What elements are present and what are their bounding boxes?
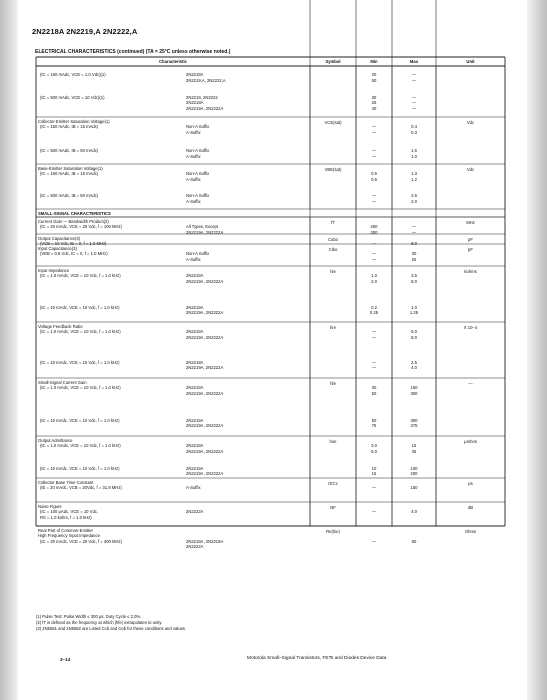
test-condition: (IC = 150 mAdc, IB = 15 mAdc) [40, 171, 99, 177]
test-condition: (IC = 100 μAdc, VCE = 10 Vdc, [40, 509, 99, 515]
min-value: 50 [371, 417, 377, 423]
device-type: A-Suffix [186, 129, 201, 135]
test-condition: (IC = 500 mAdc, VCE = 10 Vdc)(1) [40, 94, 105, 100]
max-value: 150 [410, 485, 418, 491]
test-condition: (IC = 10 mAdc, VCE = 10 Vdc, f = 1.0 kHz) [40, 359, 120, 365]
characteristic-name: Real Part of Common-Emitter [38, 528, 93, 533]
min-value: 250 [370, 224, 378, 230]
characteristic-name: High Frequency Input Impedance [38, 533, 100, 539]
symbol: rb′Cc [328, 481, 338, 486]
unit: μmhos [464, 439, 477, 444]
max-value: 300 [410, 390, 418, 396]
test-condition: (IC = 1.0 mAdc, VCE = 10 Vdc, f = 1.0 kHz) [40, 329, 121, 335]
test-condition: (IC = 1.0 mAdc, VCE = 10 Vdc, f = 1.0 kHz) [40, 385, 121, 391]
min-value: 75 [371, 423, 377, 428]
characteristic-name: Current Gain — Bandwidth Product(2) [38, 219, 109, 224]
footnote: (2) fT is defined as the frequency at which |hfe| extrapolates to unity. [36, 620, 163, 625]
max-value: 60 [411, 538, 417, 544]
max-value: 0.3 [411, 129, 417, 135]
min-value: 15 [371, 471, 377, 476]
max-value: 8.0 [411, 278, 417, 284]
min-value: 5.0 [371, 448, 377, 454]
min-value: — [371, 124, 377, 130]
test-condition: (IC = 1.0 mAdc, VCE = 10 Vdc, f = 1.0 kHz) [40, 443, 121, 449]
min-value: 2.0 [371, 278, 377, 284]
max-value: 150 [410, 385, 418, 391]
device-type: 2N2219A, 2N2222A [186, 365, 224, 370]
unit-header: Unit [466, 59, 475, 64]
device-type: 2N2218A [186, 443, 204, 449]
section-heading: SMALL-SIGNAL CHARACTERISTICS [38, 210, 111, 216]
max-value: 300 [410, 417, 418, 423]
max-value: 1.2 [411, 176, 417, 182]
test-condition: (IC = 1.0 mAdc, VCE = 10 Vdc, f = 1.0 kHz) [40, 273, 121, 279]
device-type: 2N2219A, 2N2222A [186, 278, 224, 284]
max-value: — [411, 94, 417, 100]
max-value: 5.0 [411, 329, 417, 335]
footnotes [36, 614, 186, 632]
min-value: — [371, 509, 377, 515]
min-value: 0.6 [371, 176, 377, 182]
test-condition: (IE = 20 mAdc, VCB = 20Vdc, f = 31.8 MHz) [40, 485, 122, 491]
max-value: 375 [410, 423, 418, 428]
device-type: A-Suffix [186, 198, 201, 204]
max-value: 0.4 [411, 124, 417, 130]
characteristic-name: Collector Base Time Constant [38, 480, 94, 485]
device-type: 2N2219A, 2N2222A [186, 423, 224, 428]
test-condition: (VEB = 0.5 Vdc, IC = 0, f = 1.0 MHz) [40, 251, 108, 257]
device-type: 2N2218A [186, 359, 204, 365]
min-value: 0.25 [369, 310, 379, 315]
device-type: 2N2218A [186, 72, 204, 78]
min-value: 40 [371, 105, 377, 111]
symbol: Cibo [328, 247, 338, 252]
min-value: 0.6 [371, 171, 377, 177]
characteristic-name: Input Capacitance(3) [38, 246, 77, 251]
device-type: 2N2219A, 2N2222A [186, 105, 224, 111]
symbol: NF [330, 505, 336, 510]
unit: pF [468, 237, 473, 242]
min-value: — [371, 365, 377, 370]
symbol-header: Symbol [325, 59, 341, 64]
min-value: — [371, 153, 377, 159]
unit: Vdc [466, 167, 475, 172]
characteristic-name: Base-Emitter Saturation Voltage(1) [38, 166, 103, 171]
min-value: — [371, 334, 377, 340]
max-value: — [411, 224, 417, 230]
footnote: (3) 2N5581 and 2N5582 are Listed Ccb and Ceb for these conditions and values. [36, 626, 187, 631]
min-value: 50 [371, 390, 377, 396]
min-value: 300 [370, 229, 378, 235]
test-condition: (IC = 20 mAdc, VCE = 20 Vdc, f = 100 MHz) [40, 224, 123, 230]
min-value: — [371, 251, 377, 257]
symbol: hre [329, 325, 337, 330]
unit: kohms [464, 269, 477, 274]
max-value: — [411, 77, 417, 83]
max-value: 4.0 [411, 365, 417, 370]
device-type: 2N2218A [186, 329, 204, 335]
device-type: 2N2219A, 2N2222A [186, 310, 224, 315]
max-value: 30 [411, 251, 417, 257]
min-value: — [371, 538, 377, 544]
device-type: 2N2218A [186, 465, 204, 471]
symbol: Cobo [327, 237, 338, 242]
max-value: 2.0 [411, 198, 417, 204]
symbol: Re(hie) [326, 529, 340, 534]
max-value: 25 [411, 256, 417, 262]
max-value: 35 [411, 448, 417, 454]
min-value: — [371, 148, 377, 154]
max-value: 1.0 [411, 153, 417, 159]
device-type: 2N2219,A, 2N2222,A [186, 77, 226, 83]
max-value: 3.5 [411, 273, 417, 279]
symbol: VBE(sat) [324, 167, 342, 172]
test-condition: (VCB = 10 Vdc, IE = 0, f = 1.0 MHz) [40, 241, 107, 247]
test-condition: (IC = 150 mAdc, IB = 15 mAdc) [40, 124, 99, 130]
max-value: 1.6 [411, 148, 417, 154]
min-value: 3.0 [371, 443, 377, 449]
min-value: 20 [371, 72, 377, 78]
device-type: 2N2219A, 2N2222A [186, 448, 224, 454]
characteristic-name: Output Admittance [38, 438, 73, 443]
max-value: — [411, 105, 417, 111]
symbol: hie [330, 269, 336, 274]
test-condition: (IC = 20 mAdc, VCE = 20 Vdc, f = 300 MHz) [40, 538, 123, 544]
max-value: 200 [410, 471, 418, 476]
unit: Vdc [466, 120, 475, 125]
min-value: 50 [371, 77, 377, 83]
unit: MHz [466, 220, 475, 225]
unit: pF [468, 247, 473, 252]
min-value: 0.2 [371, 304, 377, 310]
max-value: 1.3 [411, 171, 417, 177]
device-type: 2N2219, 2N2222 [186, 94, 218, 100]
min-value: 1.0 [371, 273, 377, 279]
min-value: — [371, 359, 377, 365]
min-value: 25 [371, 100, 377, 106]
unit: ps [468, 481, 473, 486]
device-type: 2N2219A, 2N2222A [186, 471, 224, 476]
device-type: 2N2218A [186, 273, 204, 279]
test-condition: (IC = 150 mAdc, VCE = 1.0 Vdc)(1) [40, 72, 106, 78]
device-type: A-Suffix [186, 485, 201, 491]
unit: dB [467, 505, 474, 510]
max-value: — [411, 229, 417, 235]
max-value: 1.0 [411, 304, 417, 310]
min-value: — [371, 329, 377, 335]
min-value: — [371, 241, 377, 247]
device-type: All Types, Except [186, 224, 219, 230]
max-value: 2.5 [411, 359, 417, 365]
min-value: — [371, 485, 377, 491]
unit: — [468, 381, 473, 386]
min-value: 30 [371, 94, 377, 100]
device-type: A-Suffix [186, 176, 201, 182]
device-type: 2N2218A [186, 100, 204, 106]
min-value: 10 [371, 465, 377, 471]
device-type: A-Suffix [186, 256, 201, 262]
device-type: Non-A Suffix [186, 251, 210, 257]
characteristic-name: Small-Signal Current Gain [38, 380, 87, 385]
symbol: hfe [330, 381, 336, 386]
device-type: 2N2218A [186, 304, 204, 310]
unit: X 10−4 [463, 325, 478, 330]
min-value: — [371, 198, 377, 204]
characteristic-header: Characteristic [159, 59, 187, 64]
characteristic-name: Voltage Feedback Ratio [38, 324, 83, 329]
min-value: — [371, 129, 377, 135]
max-value: — [411, 72, 417, 78]
min-value: 30 [371, 385, 377, 391]
test-condition: (IC = 10 mAdc, VCE = 10 Vdc, f = 1.0 kHz) [40, 465, 120, 471]
test-condition: (IC = 10 mAdc, VCE = 10 Vdc, f = 1.0 kHz) [40, 304, 120, 310]
characteristic-name: Input Impedance [38, 268, 70, 273]
min-value: — [371, 256, 377, 262]
table-caption: ELECTRICAL CHARACTERISTICS (continued) (TA = 25°C unless otherwise noted.) [35, 49, 231, 55]
device-type: 2N2218A [186, 385, 204, 391]
page-number: 3–14 [60, 657, 71, 662]
symbol: fT [331, 220, 335, 225]
device-type: Non-A Suffix [186, 193, 210, 199]
max-value: 15 [411, 443, 417, 449]
device-type: 2N2222A [186, 509, 204, 515]
document-title: 2N2218A 2N2219,A 2N2222,A [32, 27, 138, 36]
unit: Ohms [464, 529, 477, 534]
min-header: Min [370, 59, 378, 64]
device-type: 2N2218A, 2N2219A [186, 538, 224, 544]
device-type: A-Suffix [186, 153, 201, 159]
test-condition: RS = 1.0 kohm, f = 1.0 kHz) [40, 514, 92, 520]
max-value: — [411, 100, 417, 106]
symbol: hoe [329, 439, 337, 444]
characteristic-name: Noise Figure [38, 504, 62, 509]
publisher-line: Motorola Small–Signal Transistors, FETs and Diodes Device Data [247, 656, 387, 661]
min-value: — [371, 193, 377, 199]
characteristic-name: Collector-Emitter Saturation Voltage(1) [38, 119, 110, 124]
device-type: 2N2222A [186, 544, 204, 550]
max-value: 1.25 [409, 310, 419, 315]
max-value: 8.0 [411, 241, 417, 247]
max-header: Max [409, 59, 419, 64]
test-condition: (IC = 500 mAdc, IB = 50 mAdc) [40, 148, 99, 154]
max-value: 100 [410, 465, 418, 471]
test-condition: (IC = 10 mAdc, VCE = 10 Vdc, f = 1.0 kHz) [40, 417, 120, 423]
device-type: 2N2219A, 2N2222A [186, 390, 224, 396]
device-type: Non-A Suffix [186, 124, 210, 130]
device-type: 2N2219A, 2N2222A [186, 229, 224, 235]
characteristic-name: Output Capacitance(3) [38, 236, 81, 241]
max-value: 4.0 [411, 509, 417, 515]
footnote: (1) Pulse Test: Pulse Width ≤ 300 μs, Duty Cycle ≤ 2.0%. [36, 614, 142, 619]
max-value: 8.0 [411, 334, 417, 340]
symbol: VCE(sat) [324, 120, 342, 125]
test-condition: (IC = 500 mAdc, IB = 50 mAdc) [40, 193, 99, 199]
device-type: 2N2218A [186, 417, 204, 423]
max-value: 2.6 [411, 193, 417, 199]
device-type: 2N2219A, 2N2222A [186, 334, 224, 340]
device-type: Non-A Suffix [186, 148, 210, 154]
device-type: Non-A Suffix [186, 171, 210, 177]
